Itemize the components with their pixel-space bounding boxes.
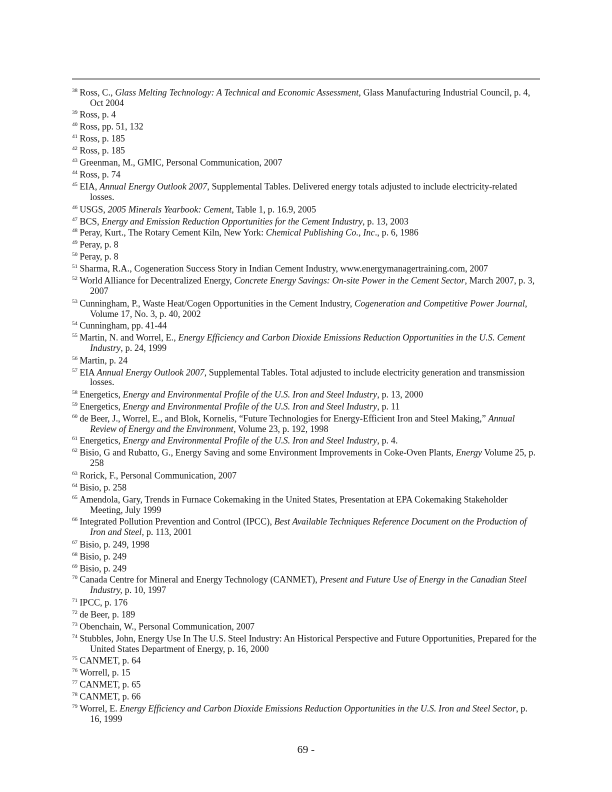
footnote-item: [72, 354, 540, 366]
footnote-text: Bisio, G and Rubatto, G., Energy Saving and some Environment Improvements in Coke-Oven Plants,: [79, 447, 456, 458]
footnote-item: [72, 226, 540, 238]
footnote-item: [72, 562, 540, 574]
footnote-text: CANMET, p. 65: [79, 679, 141, 690]
footnote-item: [72, 678, 540, 690]
footnote-number: 56: [72, 355, 78, 362]
footnote-text: Amendola, Gary, Trends in Furnace Cokemaking in the United States, Presentation at EPA Cokemaking Stakeholder Meeting, July 1999: [79, 494, 508, 515]
footnote-item: [72, 366, 540, 388]
footnote-text: EIA: [79, 366, 97, 377]
footnote-number: 69: [72, 563, 78, 570]
footnote-title-italic: Annual Energy Outlook 2007: [96, 366, 205, 377]
footnote-text: , p. 13, 2000: [377, 389, 424, 400]
footnote-number: 38: [72, 88, 78, 94]
footnote-number: 53: [72, 298, 78, 305]
footnote-text: EIA,: [79, 181, 100, 192]
footnote-item: [72, 274, 540, 296]
footnote-text: Bisio, p. 258: [79, 482, 127, 493]
footnote-text: , Table 1, p. 16.9, 2005: [231, 203, 317, 214]
footnote-number: 50: [72, 252, 78, 259]
footnote-title-italic: Chemical Publishing Co., Inc: [265, 227, 375, 238]
footnote-item: [72, 108, 540, 120]
footnote-title-italic: 2005 Minerals Yearbook: Cement: [107, 203, 232, 214]
footnote-number: 68: [72, 551, 78, 558]
footnote-item: [72, 515, 540, 537]
footnote-item: [72, 86, 540, 108]
footnote-item: [72, 573, 540, 595]
footnote-number: 57: [72, 367, 78, 374]
footnote-number: 44: [72, 170, 78, 177]
footnote-text: Energetics,: [79, 435, 123, 446]
footnote-item: [72, 632, 540, 654]
page-number: 69 -: [297, 744, 315, 756]
footnote-text: Worrell, p. 15: [79, 667, 131, 678]
footnote-title-italic: Energy and Environmental Profile of the U.S. Iron and Steel Industry: [122, 401, 378, 412]
footnote-item: [72, 654, 540, 666]
footnote-number: 78: [72, 692, 78, 699]
footnote-item: [72, 144, 540, 156]
footnote-item: [72, 250, 540, 262]
footnote-number: 66: [72, 517, 78, 524]
footnote-number: 42: [72, 146, 78, 153]
footnote-number: 58: [72, 390, 78, 397]
footnote-text: World Alliance for Decentralized Energy,: [79, 275, 235, 286]
footnote-number: 62: [72, 448, 78, 455]
footnote-text: Bisio, p. 249, 1998: [79, 539, 150, 550]
footnote-text: Canada Centre for Mineral and Energy Technology (CANMET),: [79, 574, 320, 585]
footnote-text: Ross, p. 185: [79, 133, 126, 144]
footnote-text: , p. 4.: [377, 435, 398, 446]
footnote-text: , p. 11: [377, 401, 400, 412]
footnote-text: Glass Manufacturing Industrial Council, p. 4, Oct 2004: [90, 87, 531, 108]
footnote-item: [72, 666, 540, 678]
footnote-text: Cunningham, pp. 41-44: [79, 320, 167, 331]
footnote-item: [72, 120, 540, 132]
footnote-number: 45: [72, 182, 78, 189]
footnote-number: 67: [72, 539, 78, 546]
footnote-title-italic: Energy and Emission Reduction Opportunities for the Cement Industry: [101, 215, 363, 226]
footnote-number: 40: [72, 122, 78, 129]
footnote-text: Martin, N. and Worrel, E.,: [79, 332, 179, 343]
footnotes-list: [72, 86, 540, 724]
footnote-text: Energetics,: [79, 389, 123, 400]
footnote-title-italic: Annual Review of Energy and the Environment,: [90, 413, 515, 434]
footnote-number: 48: [72, 228, 78, 235]
footnote-number: 72: [72, 609, 78, 616]
footnote-text: de Beer, J., Worrel, E., and Blok, Kornelis, “Future Technologies for Energy-Efficient Iron and Steel Making,”: [79, 413, 489, 424]
footnote-title-italic: Energy and Environmental Profile of the U.S. Iron and Steel Industry: [122, 435, 378, 446]
footnote-text: Stubbles, John, Energy Use In The U.S. Steel Industry: An Historical Perspective and Future Opportunities, Prepared for the United States Department of Energy, p. 16, 2000: [79, 633, 537, 654]
footnote-item: [72, 319, 540, 331]
footnote-number: 43: [72, 158, 78, 165]
footnote-number: 61: [72, 436, 78, 443]
footnote-number: 59: [72, 401, 78, 408]
footnote-item: [72, 690, 540, 702]
footnote-text: Sharma, R.A., Cogeneration Success Story in Indian Cement Industry, www.energymanagertraining.com, 2007: [79, 263, 489, 274]
footnote-number: 70: [72, 575, 78, 582]
footnote-text: Peray, Kurt., The Rotary Cement Kiln, New York:: [79, 227, 266, 238]
footnote-text: Peray, p. 8: [79, 251, 119, 262]
footnote-number: 41: [72, 134, 78, 141]
footnote-item: [72, 262, 540, 274]
footnote-item: [72, 608, 540, 620]
footnote-text: Bisio, p. 249: [79, 550, 127, 561]
footnote-text: , p. 13, 2003: [362, 215, 409, 226]
footnote-item: [72, 446, 540, 468]
footnote-number: 73: [72, 621, 78, 628]
footnote-number: 46: [72, 204, 78, 211]
footnote-title-italic: Concrete Energy Savings: On-site Power in the Cement Sector: [234, 275, 465, 286]
footnote-item: [72, 702, 540, 724]
footnote-item: [72, 412, 540, 434]
footnote-number: 65: [72, 494, 78, 501]
footnote-text: Ross, p. 4: [79, 109, 116, 120]
footnote-number: 47: [72, 216, 78, 223]
footnote-title-italic: Best Available Techniques Reference Document on the Production of Iron and Steel,: [90, 516, 527, 538]
footnote-title-italic: Energy: [455, 447, 483, 458]
footnote-text: USGS,: [79, 203, 108, 214]
footnote-text: ., p. 6, 1986: [374, 227, 419, 238]
footnote-title-italic: Energy and Environmental Profile of the U.S. Iron and Steel Industry: [122, 389, 378, 400]
footnote-item: [72, 180, 540, 202]
footnote-item: [72, 203, 540, 215]
footnote-text: Volume 23, p. 192, 1998: [235, 423, 329, 434]
footnote-text: Worrel, E.: [79, 703, 120, 714]
footnote-title-italic: Cogeneration and Competitive Power Journal: [354, 298, 525, 309]
footnote-item: [72, 596, 540, 608]
footnote-item: [72, 132, 540, 144]
footnote-text: Volume 25, p. 258: [90, 447, 536, 469]
footnote-item: [72, 156, 540, 168]
footnote-text: Energetics,: [79, 401, 123, 412]
footnote-text: CANMET, p. 66: [79, 691, 141, 702]
footnote-item: [72, 550, 540, 562]
footnote-text: , Volume 17, No. 3, p. 40, 2002: [90, 298, 528, 319]
footnote-number: 74: [72, 633, 78, 640]
footnote-text: de Beer, p. 189: [79, 609, 136, 620]
footnote-text: Bisio, p. 249: [79, 562, 127, 573]
footnote-number: 49: [72, 240, 78, 247]
footnote-text: , Supplemental Tables. Total adjusted to include electricity generation and transmission losses.: [90, 366, 525, 388]
footnote-number: 60: [72, 413, 78, 420]
footnote-item: [72, 538, 540, 550]
footnote-number: 63: [72, 470, 78, 477]
footnote-text: Ross, p. 74: [79, 169, 121, 180]
footnote-number: 64: [72, 482, 78, 489]
footnote-number: 71: [72, 597, 78, 604]
footnote-number: 75: [72, 656, 78, 663]
footnote-item: [72, 388, 540, 400]
footnote-text: BCS,: [79, 215, 102, 226]
footnote-number: 52: [72, 276, 78, 283]
footnote-item: [72, 297, 540, 319]
footnote-text: , March 2007, p. 3, 2007: [90, 275, 535, 297]
footnote-text: p. 113, 2001: [144, 527, 192, 538]
footnote-title-italic: Annual Energy Outlook 2007,: [99, 181, 210, 192]
footnote-separator-rule: [72, 78, 540, 80]
footnote-number: 79: [72, 704, 78, 710]
footnote-text: Ross, pp. 51, 132: [79, 121, 144, 132]
footnote-number: 51: [72, 264, 78, 271]
footnote-text: Peray, p. 8: [79, 239, 119, 250]
footnote-text: Rorick, F., Personal Communication, 2007: [79, 470, 237, 481]
footnote-number: 54: [72, 321, 78, 328]
footnote-item: [72, 168, 540, 180]
footnote-text: Ross, p. 185: [79, 145, 126, 156]
footnote-item: [72, 400, 540, 412]
footnote-text: Ross, C.,: [79, 87, 116, 98]
footnote-number: 55: [72, 333, 78, 340]
footnote-title-italic: Present and Future Use of Energy in the Canadian Steel Industry,: [90, 574, 527, 596]
footnote-text: Greenman, M., GMIC, Personal Communication, 2007: [79, 157, 283, 168]
footnote-number: 77: [72, 680, 78, 687]
footnote-title-italic: Glass Melting Technology: A Technical and Economic Assessment,: [115, 87, 361, 98]
footnote-item: [72, 493, 540, 515]
footnote-text: Obenchain, W., Personal Communication, 2007: [79, 621, 255, 632]
footnote-text: , p. 16, 1999: [90, 703, 528, 724]
footnote-number: 39: [72, 110, 78, 117]
footnote-title-italic: Energy Efficiency and Carbon Dioxide Emissions Reduction Opportunities in the U.S. Cement Industry: [90, 332, 526, 354]
footnote-item: [72, 238, 540, 250]
footnote-text: IPCC, p. 176: [79, 597, 128, 608]
footnote-title-italic: Energy Efficiency and Carbon Dioxide Emissions Reduction Opportunities in the U.S. Iron and Steel Sector: [119, 703, 517, 714]
footnote-text: , p. 24, 1999: [120, 343, 167, 354]
footnote-number: 76: [72, 668, 78, 675]
footnote-item: [72, 469, 540, 481]
footnote-item: [72, 331, 540, 353]
footnote-text: Supplemental Tables. Delivered energy totals adjusted to include electricity-related losses.: [90, 181, 518, 203]
footnote-item: [72, 481, 540, 493]
footnote-text: CANMET, p. 64: [79, 655, 141, 666]
footnote-text: p. 10, 1997: [122, 585, 167, 596]
footnote-item: [72, 434, 540, 446]
footnote-item: [72, 620, 540, 632]
footnote-text: Martin, p. 24: [79, 355, 128, 365]
footnote-text: Integrated Pollution Prevention and Control (IPCC),: [79, 516, 275, 527]
footnote-item: [72, 215, 540, 227]
footnote-text: Cunningham, P., Waste Heat/Cogen Opportunities in the Cement Industry,: [79, 298, 355, 309]
